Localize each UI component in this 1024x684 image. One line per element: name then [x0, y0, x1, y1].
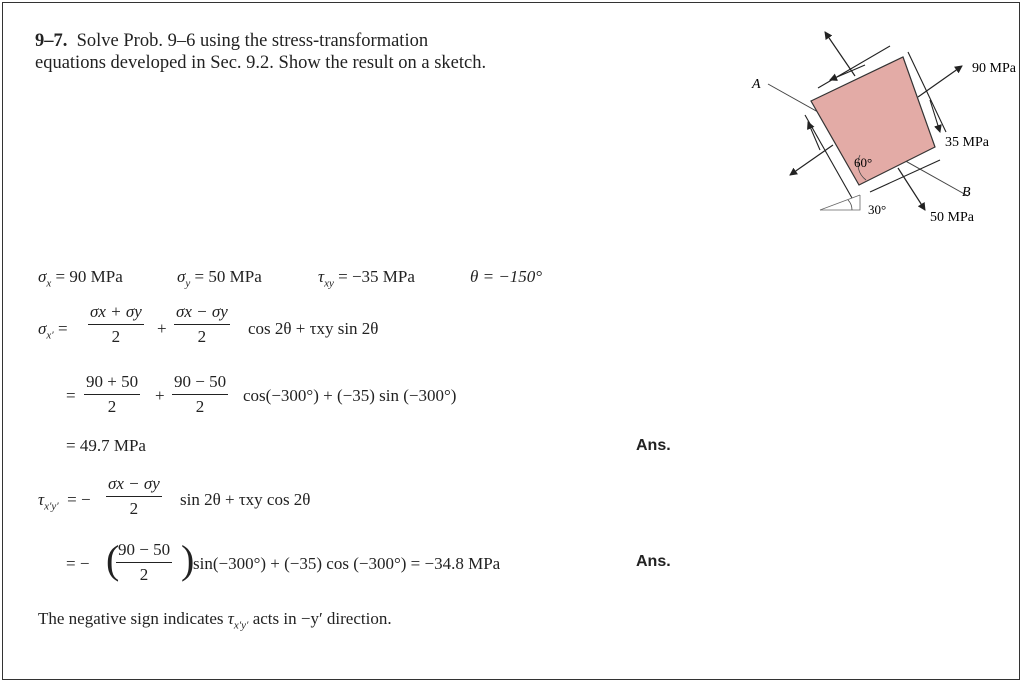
eq1-frac1-den: 2	[111, 327, 121, 346]
eq2-plus: +	[155, 386, 165, 405]
label-b: B	[962, 185, 971, 200]
given-theta: θ = −150°	[470, 267, 543, 286]
eq1-lhs: $\sigma_{x'}$ =	[38, 319, 68, 342]
given-sigma-y: $\sigma_y = 50$ MPa	[177, 267, 262, 290]
eq1-plus: +	[157, 319, 167, 338]
stress-element-sketch	[740, 20, 1022, 230]
eq1-frac2-den: 2	[197, 327, 207, 346]
eq2-equals: =	[66, 386, 76, 405]
eq4-tail: sin(−300°) + (−35) cos (−300°) = −34.8 MPa	[193, 554, 501, 573]
stress-element	[811, 57, 935, 185]
eq2-frac2	[172, 372, 228, 417]
eq1-frac2-num: σx − σy	[174, 302, 230, 325]
eq1-frac1-num: σx + σy	[88, 302, 144, 325]
sigma-y-value: = 50 MPa	[190, 267, 262, 286]
label-35mpa: 35 MPa	[945, 135, 989, 150]
tau-xy-value: = −35 MPa	[333, 267, 415, 286]
eq4-paren-left: (	[106, 537, 120, 582]
label-a: A	[752, 77, 761, 92]
problem-line-1: Solve Prob. 9–6 using the stress-transformation	[76, 31, 429, 51]
label-30deg: 30°	[868, 202, 887, 217]
eq1-frac2	[174, 302, 230, 347]
eq4-equals: = −	[66, 554, 90, 573]
eq3-frac-num: σx − σy	[106, 474, 162, 497]
eq3-lhs: $\tau_{x'y'}$ = −	[38, 490, 91, 513]
eq4-frac-den: 2	[139, 565, 149, 584]
sigma-x-value: = 90 MPa	[51, 267, 123, 286]
eq2-frac1-den: 2	[107, 397, 117, 416]
problem-line-2: equations developed in Sec. 9.2. Show the result on a sketch.	[35, 53, 487, 73]
eq2-frac1	[84, 372, 140, 417]
eq4-paren-right: )	[181, 537, 195, 582]
label-90mpa: 90 MPa	[972, 61, 1016, 76]
eq2-frac2-den: 2	[195, 397, 205, 416]
eq1-frac1	[88, 302, 144, 347]
problem-number: 9–7.	[35, 31, 68, 51]
label-60deg: 60°	[854, 155, 873, 170]
result-sigma-x-prime: = 49.7 MPa	[66, 436, 146, 455]
problem-statement	[35, 30, 486, 74]
eq2-frac2-num: 90 − 50	[172, 372, 228, 395]
eq4-frac	[116, 540, 172, 585]
conclusion-text: The negative sign indicates $\tau_{x'y'}$ acts in −y′ direction.	[38, 609, 392, 632]
eq4-frac-num: 90 − 50	[116, 540, 172, 563]
eq3-frac	[106, 474, 162, 519]
label-50mpa: 50 MPa	[930, 210, 974, 225]
eq3-tail: sin 2θ + τxy cos 2θ	[180, 490, 311, 509]
eq3-frac-den: 2	[129, 499, 139, 518]
given-tau-xy: $\tau_{xy} = -35$ MPa	[318, 267, 415, 290]
answer-label-1: Ans.	[636, 437, 671, 454]
eq2-frac1-num: 90 + 50	[84, 372, 140, 395]
given-values: $\sigma_x = 90$ MPa	[38, 267, 123, 290]
answer-label-2: Ans.	[636, 553, 671, 570]
eq1-tail: cos 2θ + τxy sin 2θ	[248, 319, 379, 338]
eq2-tail: cos(−300°) + (−35) sin (−300°)	[243, 386, 457, 405]
